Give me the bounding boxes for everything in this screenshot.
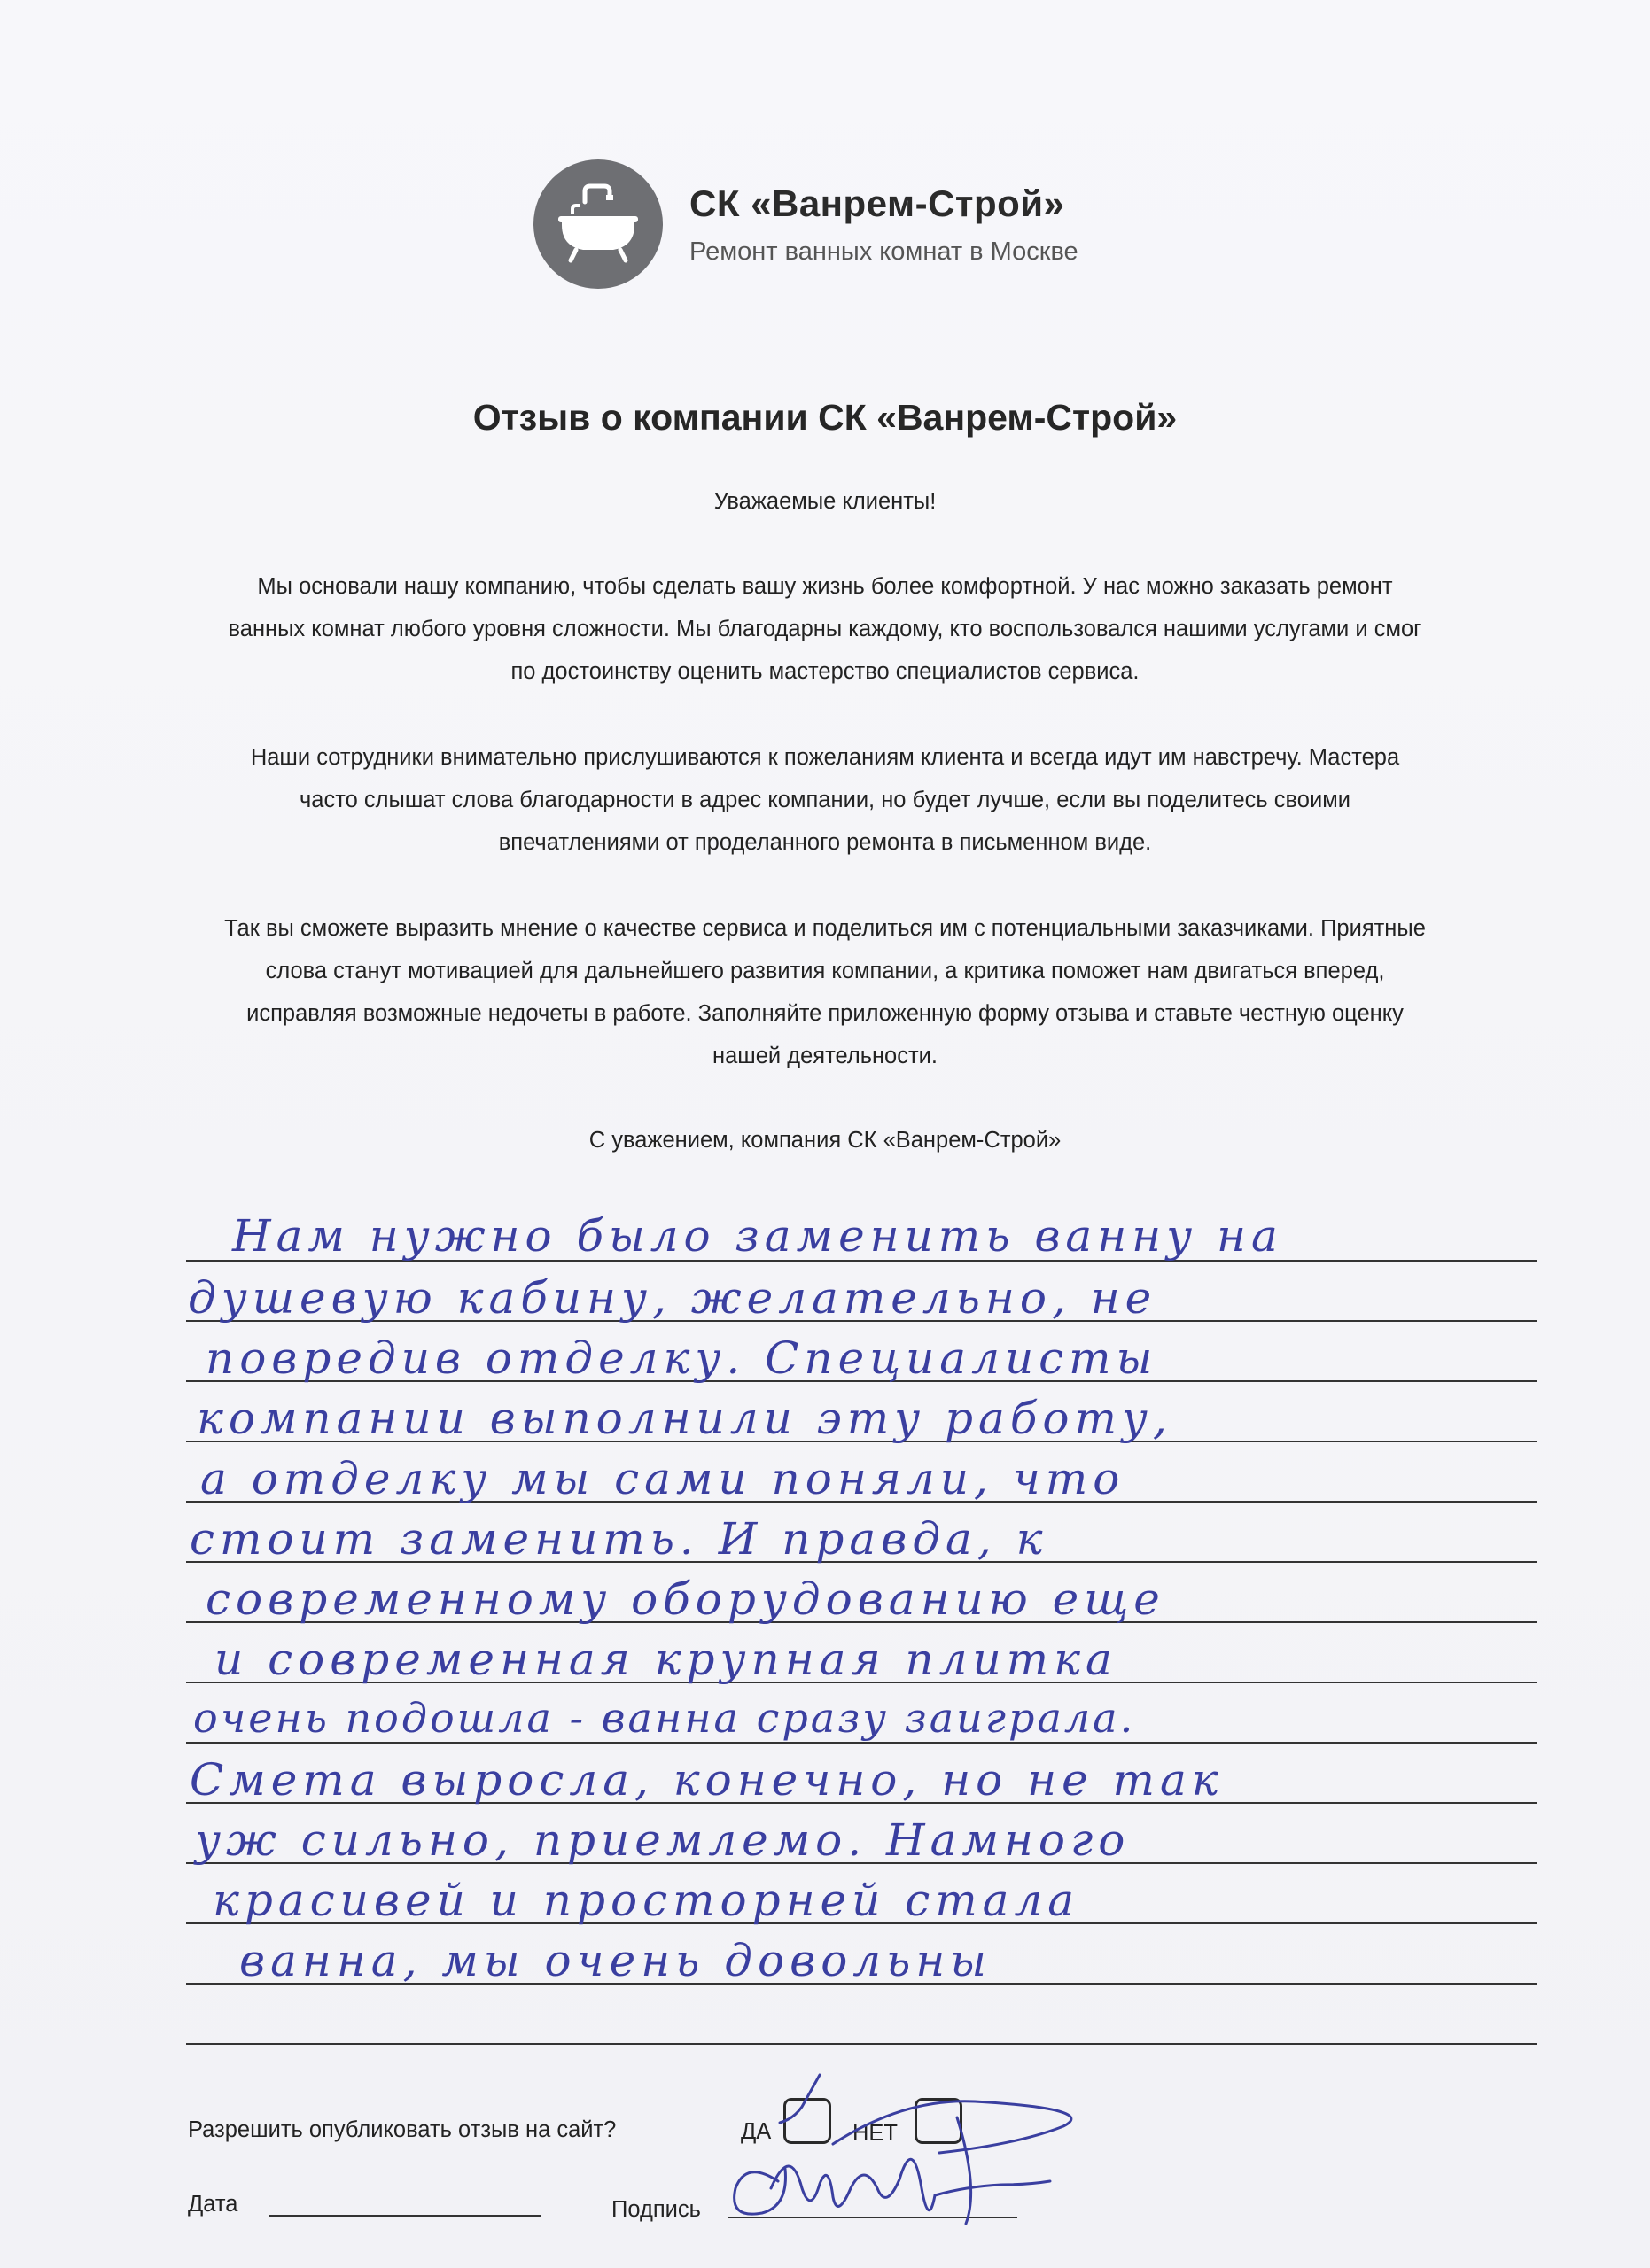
signature-field[interactable]: [728, 2217, 1017, 2218]
paragraph-line: впечатлениями от проделанного ремонта в письменном виде.: [498, 830, 1152, 855]
signature-label: Подпись: [611, 2197, 701, 2222]
page-title: Отзыв о компании СК «Ванрем-Строй»: [472, 397, 1178, 438]
paragraph-line: нашей деятельности.: [712, 1044, 938, 1068]
handwritten-line: современному оборудованию еще: [206, 1573, 1165, 1625]
handwritten-line: Смета выросла, конечно, но не так: [190, 1754, 1224, 1806]
handwritten-line: Нам нужно было заменить ванну на: [232, 1210, 1283, 1262]
company-name: СК «Ванрем-Строй»: [689, 182, 1065, 224]
handwritten-line: душевую кабину, желательно, не: [188, 1272, 1157, 1324]
handwritten-line: компании выполнили эту работу,: [197, 1393, 1172, 1444]
greeting: Уважаемые клиенты!: [713, 489, 937, 514]
handwritten-line: стоит заменить. И правда, к: [190, 1513, 1048, 1565]
company-tagline: Ремонт ванных комнат в Москве: [689, 237, 1078, 266]
handwritten-line: а отделку мы сами поняли, что: [200, 1453, 1125, 1504]
handwritten-line: повредив отделку. Специалисты: [206, 1332, 1158, 1384]
review-writing-area: [186, 1196, 1537, 2082]
intro-paragraph-3: [177, 907, 1473, 1077]
paragraph-line: Так вы сможете выразить мнение о качестве сервиса и поделиться им с потенциальными заказчиками. Приятные: [224, 916, 1426, 941]
paragraph-line: слова станут мотивацией для дальнейшего развития компании, а критика поможет нам двигаться вперед,: [265, 959, 1385, 983]
closing-regards: С уважением, компания СК «Ванрем-Строй»: [588, 1128, 1062, 1153]
paragraph-line: Наши сотрудники внимательно прислушиваются к пожеланиям клиента и всегда идут им навстречу. Мастера: [250, 745, 1400, 770]
company-header: [533, 159, 1078, 289]
handwritten-line: очень подошла - ванна сразу заиграла.: [193, 1694, 1136, 1742]
publish-question: Разрешить опубликовать отзыв на сайт?: [188, 2117, 617, 2142]
intro-paragraph-1: [177, 565, 1473, 693]
paragraph-line: исправляя возможные недочеты в работе. Заполняйте приложенную форму отзыва и ставьте честную оценку: [246, 1001, 1404, 1026]
handwritten-line: и современная крупная плитка: [214, 1634, 1117, 1685]
handwritten-line: уж сильно, приемлемо. Намного: [195, 1814, 1131, 1866]
writing-line: [186, 1742, 1537, 1744]
paragraph-line: Мы основали нашу компанию, чтобы сделать вашу жизнь более комфортной. У нас можно заказать ремонт: [257, 574, 1393, 599]
handwritten-line: ванна, мы очень довольны: [239, 1935, 992, 1986]
intro-paragraph-2: [177, 736, 1473, 864]
paragraph-line: ванных комнат любого уровня сложности. Мы благодарны каждому, кто воспользовался нашими услугами и смог: [228, 617, 1422, 641]
writing-line: [186, 2043, 1537, 2045]
yes-checkbox[interactable]: [783, 2098, 831, 2144]
handwritten-line: красивей и просторней стала: [213, 1875, 1080, 1926]
date-label: Дата: [188, 2192, 238, 2217]
bathtub-logo-icon: [533, 159, 663, 289]
no-checkbox[interactable]: [915, 2098, 962, 2144]
date-field[interactable]: [269, 2215, 541, 2217]
paragraph-line: часто слышат слова благодарности в адрес компании, но будет лучше, если вы поделитесь своими: [300, 788, 1350, 812]
paragraph-line: по достоинству оценить мастерство специалистов сервиса.: [510, 659, 1140, 684]
no-label: НЕТ: [852, 2121, 898, 2146]
yes-label: ДА: [741, 2119, 772, 2144]
